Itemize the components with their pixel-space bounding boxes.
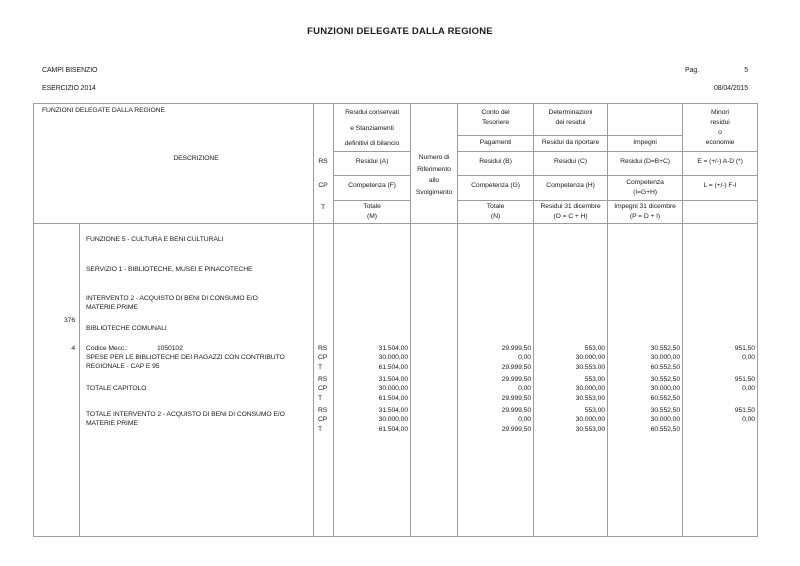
- header-pagamenti: Pagamenti: [479, 139, 512, 146]
- amounts-impegni-group1: [610, 344, 680, 372]
- header-competenza-h: Competenza (H): [546, 182, 595, 189]
- header-competenza-i: [608, 178, 682, 197]
- amounts-impegni-group2: [610, 375, 680, 403]
- header-residui-a: Residui (A): [355, 158, 389, 165]
- section-intervento: [86, 294, 258, 313]
- header-line: e Stanziamenti: [350, 124, 394, 132]
- header-line: Conto del: [481, 109, 510, 116]
- capitolo-name: BIBLIOTECHE COMUNALI: [86, 325, 167, 332]
- value-line: 30.000,00: [575, 354, 605, 362]
- value-line: 30.000,00: [378, 354, 408, 362]
- header-line: Residui 31 dicembre: [540, 203, 601, 210]
- column-header-determinazioni: [534, 108, 607, 128]
- value-line: 951,50: [734, 345, 755, 352]
- header-impegni-31-dicembre: [608, 202, 682, 222]
- value-line: 31.504,00: [378, 345, 408, 352]
- column-header-numero-riferimento: [411, 152, 457, 198]
- value-line: 0,00: [742, 354, 755, 362]
- value-line: 30.000,00: [650, 354, 680, 362]
- grid-line: [333, 103, 334, 536]
- grid-line: [607, 103, 608, 536]
- value-line: 29.999,50: [501, 425, 531, 433]
- value-line: 30.553,00: [575, 394, 605, 402]
- value-line: CP: [318, 354, 328, 362]
- value-line: RS: [318, 345, 328, 352]
- header-totale-n: [458, 202, 533, 222]
- rcp-labels-group3: [318, 406, 327, 434]
- value-line: 29.999,50: [501, 345, 531, 352]
- value-line: 29.999,50: [501, 394, 531, 402]
- grid-line: [457, 175, 757, 176]
- value-line: 30.000,00: [378, 416, 408, 424]
- header-residui-c: Residui (C): [554, 158, 587, 165]
- header-line: (I=G+H): [633, 188, 657, 196]
- column-header-minori-residui: [683, 108, 757, 148]
- header-line: (N): [490, 213, 501, 220]
- capitolo-desc-line1: SPESE PER LE BIBLIOTECHE DEI RAGAZZI CON CONTRIBUTO: [86, 354, 285, 361]
- value-line: 30.000,00: [575, 416, 605, 424]
- value-line: 951,50: [734, 407, 755, 414]
- header-line: Numero di: [418, 154, 450, 161]
- codice-mecc-value: 1050102: [157, 345, 183, 352]
- header-competenza-f: Competenza (F): [348, 182, 396, 189]
- grid-line: [33, 103, 758, 104]
- capitolo-number: 376: [63, 317, 75, 324]
- value-line: 29.999,50: [501, 376, 531, 383]
- value-line: 951,50: [734, 376, 755, 383]
- grid-line: [79, 223, 80, 536]
- header-line: Minori: [711, 109, 729, 116]
- header-line: Svolgimento: [415, 188, 453, 196]
- totale-capitolo-label: TOTALE CAPITOLO: [86, 385, 147, 392]
- value-line: 30.000,00: [378, 385, 408, 393]
- section-line: TOTALE INTERVENTO 2 - ACQUISTO DI BENI DI CONSUMO E/O: [86, 411, 285, 418]
- page-number-label: Pag.: [685, 67, 699, 74]
- column-header-tesoriere: [458, 108, 533, 128]
- amounts-tesoriere-group2: [460, 375, 531, 403]
- grid-line: [333, 200, 410, 201]
- header-formula-e: E = (+/-) A-D (*): [697, 158, 743, 165]
- value-line: 29.999,50: [501, 407, 531, 414]
- amounts-tesoriere-group3: [460, 406, 531, 434]
- value-line: 29.999,50: [501, 363, 531, 371]
- grid-line: [313, 103, 314, 536]
- column-header-bilancio: [334, 105, 410, 152]
- amounts-minori-group1: [685, 344, 755, 372]
- value-line: 0,00: [518, 354, 531, 362]
- header-line: Riferimento: [417, 165, 451, 173]
- header-line: allo: [428, 177, 440, 184]
- header-line: (M): [367, 213, 377, 220]
- value-line: 553,00: [584, 407, 605, 414]
- entity-name: CAMPI BISENZIO: [42, 67, 98, 74]
- section-servizio: SERVIZIO 1 - BIBLIOTECHE, MUSEI E PINACOTECHE: [86, 266, 253, 273]
- value-line: 61.504,00: [378, 394, 408, 402]
- value-line: CP: [318, 385, 328, 393]
- value-line: 30.552,50: [650, 345, 680, 352]
- value-line: RS: [318, 376, 328, 383]
- value-line: 61.504,00: [378, 363, 408, 371]
- header-line: residui: [710, 119, 730, 126]
- header-line: dei residui: [555, 119, 586, 126]
- amounts-minori-group2: [685, 375, 755, 403]
- value-line: 31.504,00: [378, 376, 408, 383]
- value-line: T: [318, 425, 323, 433]
- value-line: [685, 425, 755, 434]
- header-line: Totale: [486, 203, 505, 210]
- header-line: Residui conservati: [345, 109, 399, 116]
- value-line: 30.553,00: [575, 363, 605, 371]
- print-date: 08/04/2015: [713, 85, 748, 92]
- header-line: Tesoriere: [481, 119, 510, 126]
- section-funzione: FUNZIONE 5 - CULTURA E BENI CULTURALI: [86, 236, 224, 243]
- grid-line: [533, 103, 534, 536]
- value-line: 30.000,00: [650, 385, 680, 393]
- header-line: economie: [705, 139, 735, 146]
- header-impegni: Impegni: [633, 139, 657, 146]
- codice-mecc-label: Codice Mecc.:: [86, 345, 128, 352]
- header-line: definitivi di bilancio: [344, 140, 400, 147]
- grid-line: [457, 135, 682, 136]
- value-line: 60.552,50: [650, 394, 680, 402]
- amounts-bilancio-group1: [336, 344, 408, 372]
- grid-line: [33, 103, 34, 536]
- grid-line: [457, 200, 757, 201]
- value-line: 31.504,00: [378, 407, 408, 414]
- amounts-riportare-group1: [536, 344, 605, 372]
- amounts-riportare-group3: [536, 406, 605, 434]
- value-line: T: [318, 363, 323, 371]
- header-line: Competenza: [626, 179, 664, 186]
- header-line: Determinazioni: [548, 109, 593, 116]
- amounts-bilancio-group3: [336, 406, 408, 434]
- value-line: 60.552,50: [650, 363, 680, 371]
- section-line: MATERIE PRIME: [86, 420, 138, 428]
- row-label-rs: RS: [318, 158, 328, 165]
- value-line: 0,00: [742, 385, 755, 393]
- amounts-impegni-group3: [610, 406, 680, 434]
- value-line: [685, 363, 755, 372]
- row-label-t: T: [320, 204, 326, 211]
- value-line: 0,00: [742, 416, 755, 424]
- esercizio-label: ESERCIZIO 2014: [42, 85, 96, 92]
- value-line: 553,00: [584, 376, 605, 383]
- grid-line: [33, 536, 758, 537]
- header-competenza-g: Competenza (G): [471, 182, 520, 189]
- value-line: [685, 394, 755, 403]
- grid-line: [457, 151, 757, 152]
- value-line: 30.000,00: [575, 385, 605, 393]
- amounts-riportare-group2: [536, 375, 605, 403]
- value-line: 30.552,50: [650, 407, 680, 414]
- page-number-value: 5: [744, 67, 748, 74]
- header-line: o: [718, 129, 722, 136]
- value-line: CP: [318, 416, 328, 424]
- totale-intervento-label: [86, 410, 285, 429]
- header-residui-31-dicembre: [534, 202, 607, 222]
- row-label-cp: CP: [318, 182, 328, 189]
- value-line: 60.552,50: [650, 425, 680, 433]
- grid-line: [33, 223, 758, 224]
- header-residui-d: Residui (D=B+C): [620, 158, 670, 165]
- value-line: 0,00: [518, 385, 531, 393]
- section-line: MATERIE PRIME: [86, 304, 138, 312]
- header-line: Totale: [363, 203, 381, 210]
- grid-line: [333, 175, 410, 176]
- riga-number: 4: [71, 345, 75, 352]
- grid-line: [457, 103, 458, 536]
- value-line: 30.553,00: [575, 425, 605, 433]
- grid-line: [757, 103, 758, 536]
- value-line: 0,00: [518, 416, 531, 424]
- header-line: (P = D + I): [629, 213, 661, 220]
- value-line: 61.504,00: [378, 425, 408, 433]
- header-line: (O = C + H): [553, 213, 588, 220]
- section-line: INTERVENTO 2 - ACQUISTO DI BENI DI CONSUMO E/O: [86, 295, 258, 302]
- grid-line: [682, 103, 683, 536]
- page-title: FUNZIONI DELEGATE DALLA REGIONE: [307, 26, 493, 37]
- value-line: T: [318, 394, 323, 402]
- amounts-bilancio-group2: [336, 375, 408, 403]
- header-residui-da-riportare: Residui da riportare: [541, 139, 600, 146]
- header-residui-b: Residui (B): [479, 158, 512, 165]
- value-line: 30.000,00: [650, 416, 680, 424]
- rcp-labels-group2: [318, 375, 327, 403]
- table-corner-title: FUNZIONI DELEGATE DALLA REGIONE: [42, 107, 165, 114]
- value-line: RS: [318, 407, 328, 414]
- value-line: 30.552,50: [650, 376, 680, 383]
- column-header-descrizione: DESCRIZIONE: [173, 155, 219, 162]
- capitolo-desc-line2: REGIONALE - CAP E 95: [86, 363, 160, 370]
- rcp-labels-group1: [318, 344, 327, 372]
- header-formula-l: L = (+/-) F-I: [703, 182, 737, 189]
- header-totale-m: [334, 202, 410, 222]
- header-line: Impegni 31 dicembre: [614, 203, 676, 210]
- amounts-minori-group3: [685, 406, 755, 434]
- value-line: 553,00: [584, 345, 605, 352]
- amounts-tesoriere-group1: [460, 344, 531, 372]
